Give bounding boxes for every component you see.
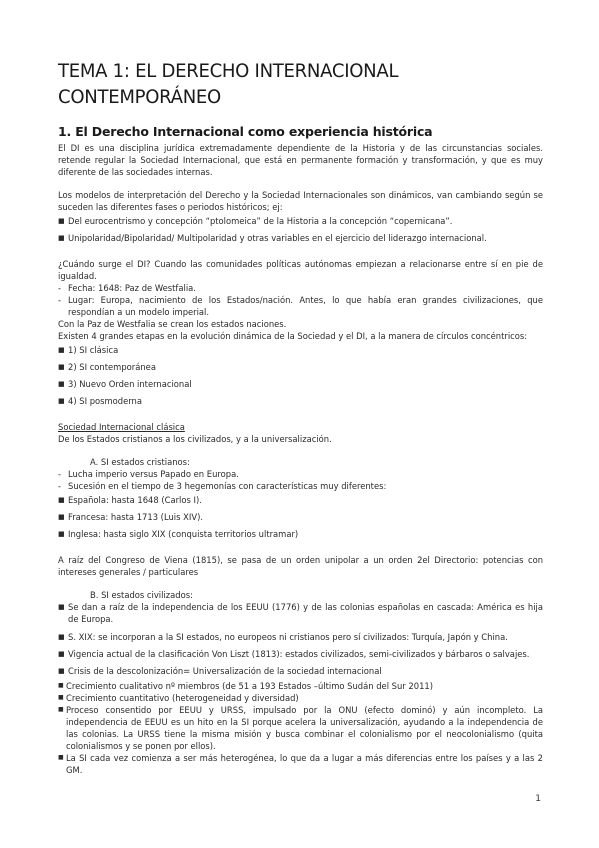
sub-heading-a: A. SI estados cristianos: [90,457,190,467]
dash-marker: - [58,469,62,479]
list-item: ■ Inglesa: hasta siglo XIX (conquista territorios ultramar) [58,526,543,543]
list-item: ■ 2) SI contemporánea [58,359,543,376]
classic-intro: De los Estados cristianos a los civilizados, y a la universalización. [58,434,332,444]
classic-heading: Sociedad Internacional clásica [58,422,185,432]
list-item: - Fecha: 1648: Paz de Westfalia. [58,283,196,293]
square-bullet-icon: ■ [58,530,65,538]
vienna-paragraph: A raíz del Congreso de Viena (1815), se pasa de un orden unipolar a un orden 2el Directorio: potencias con intereses generales / particulares [58,555,543,577]
square-bullet-icon: ■ [58,667,65,675]
square-bullet-icon: ■ [58,234,65,242]
page-number: 1 [535,794,541,804]
section-heading: 1. El Derecho Internacional como experiencia histórica [58,124,433,139]
list-item: ■ Francesa: hasta 1713 (Luis XIV). [58,509,543,526]
document-body [58,142,543,776]
list-item: ■ Unipolaridad/Bipolaridad/ Multipolaridad y otras variables en el ejercicio del liderazgo internacional. [58,230,543,247]
list-item: - Lugar: Europa, nacimiento de los Estados/nación. Antes, lo que había eran grandes civilizaciones, que respondían a un modelo imperial. [58,295,543,317]
square-bullet-icon: ■ [58,217,65,225]
list-item: - Sucesión en el tiempo de 3 hegemonías con características muy diferentes: [58,481,387,491]
sub-heading-b: B. SI estados civilizados: [90,590,193,600]
intro-paragraph: El DI es una disciplina jurídica extremadamente dependiente de la Historia y de las circunstancias sociales. retende regular la Sociedad Internacional, que está en permanente formación y transformación, y que es muy diferente de las sociedades internas. [58,143,543,177]
square-bullet-icon: ■ [58,496,65,504]
dash-marker: - [58,481,62,491]
list-item: ■ Vigencia actual de la clasificación Von Liszt (1813): estados civilizados, semi-civilizados y bárbaros o salvajes. [58,646,543,663]
list-item: ■ Crisis de la descolonización= Universalización de la sociedad internacional [58,663,543,680]
list-item: ■ La SI cada vez comienza a ser más heterogénea, lo que da a lugar a más diferencias entre los países y a las 2 GM. [58,753,543,775]
square-bullet-icon: ■ [58,650,65,658]
list-item: ■ 4) SI posmoderna [58,393,543,410]
list-item: ■ Crecimiento cualitativo nº miembros (de 51 a 193 Estados –último Sudán del Sur 2011) [58,681,433,691]
square-bullet-icon: ■ [58,694,64,701]
westfalia-text: Con la Paz de Westfalia se crean los estados naciones. [58,319,287,329]
stages-intro: Existen 4 grandes etapas en la evolución dinámica de la Sociedad y el DI, a la manera de círculos concéntricos: [58,331,528,341]
square-bullet-icon: ■ [58,706,64,713]
square-bullet-icon: ■ [58,346,65,354]
square-bullet-icon: ■ [58,513,65,521]
list-item: ■ Crecimiento cuantitativo (heterogeneidad y diversidad) [58,693,299,703]
dash-marker: - [58,295,62,305]
square-bullet-icon: ■ [58,363,65,371]
list-item: ■ Española: hasta 1648 (Carlos I). [58,492,543,509]
page-title: TEMA 1: EL DERECHO INTERNACIONAL CONTEMPORÁNEO [58,60,399,108]
list-item: ■ 1) SI clásica [58,342,543,359]
dash-marker: - [58,283,62,293]
list-item: ■ 3) Nuevo Orden internacional [58,376,543,393]
models-intro: Los modelos de interpretación del Derecho y la Sociedad Internacionales son dinámicos, van cambiando según se suceden las diferentes fases o periodos históricos; ej: [58,190,543,212]
square-bullet-icon: ■ [58,682,64,689]
square-bullet-icon: ■ [58,397,65,405]
list-item: ■ Proceso consentido por EEUU y URSS, impulsado por la ONU (efecto dominó) y aún incompleto. La independencia de EEUU es un hito en la SI porque acelera la universalización, ayudando a la independencia de las colonias. La URSS tiene la misma misión y busca combinar el colonialismo por el neocolonialismo (quita colonialismos y se ponen por ellos). [58,705,543,751]
square-bullet-icon: ■ [58,633,65,641]
list-item: - Lucha imperio versus Papado en Europa. [58,469,239,479]
list-item: ■ Se dan a raíz de la independencia de los EEUU (1776) y de las colonias españolas en cascada: América es hija de Europa. [58,602,543,624]
square-bullet-icon: ■ [58,380,65,388]
when-question: ¿Cuándo surge el DI? Cuando las comunidades políticas autónomas empiezan a relacionarse entre sí en pie de igualdad. [58,259,543,281]
list-item: ■ Del eurocentrismo y concepción “ptolomeica” de la Historia a la concepción “copernicana”. [58,213,543,230]
square-bullet-icon: ■ [58,754,64,761]
square-bullet-icon: ■ [58,603,65,611]
list-item: ■ S. XIX: se incorporan a la SI estados, no europeos ni cristianos pero sí civilizados: Turquía, Japón y China. [58,629,543,646]
